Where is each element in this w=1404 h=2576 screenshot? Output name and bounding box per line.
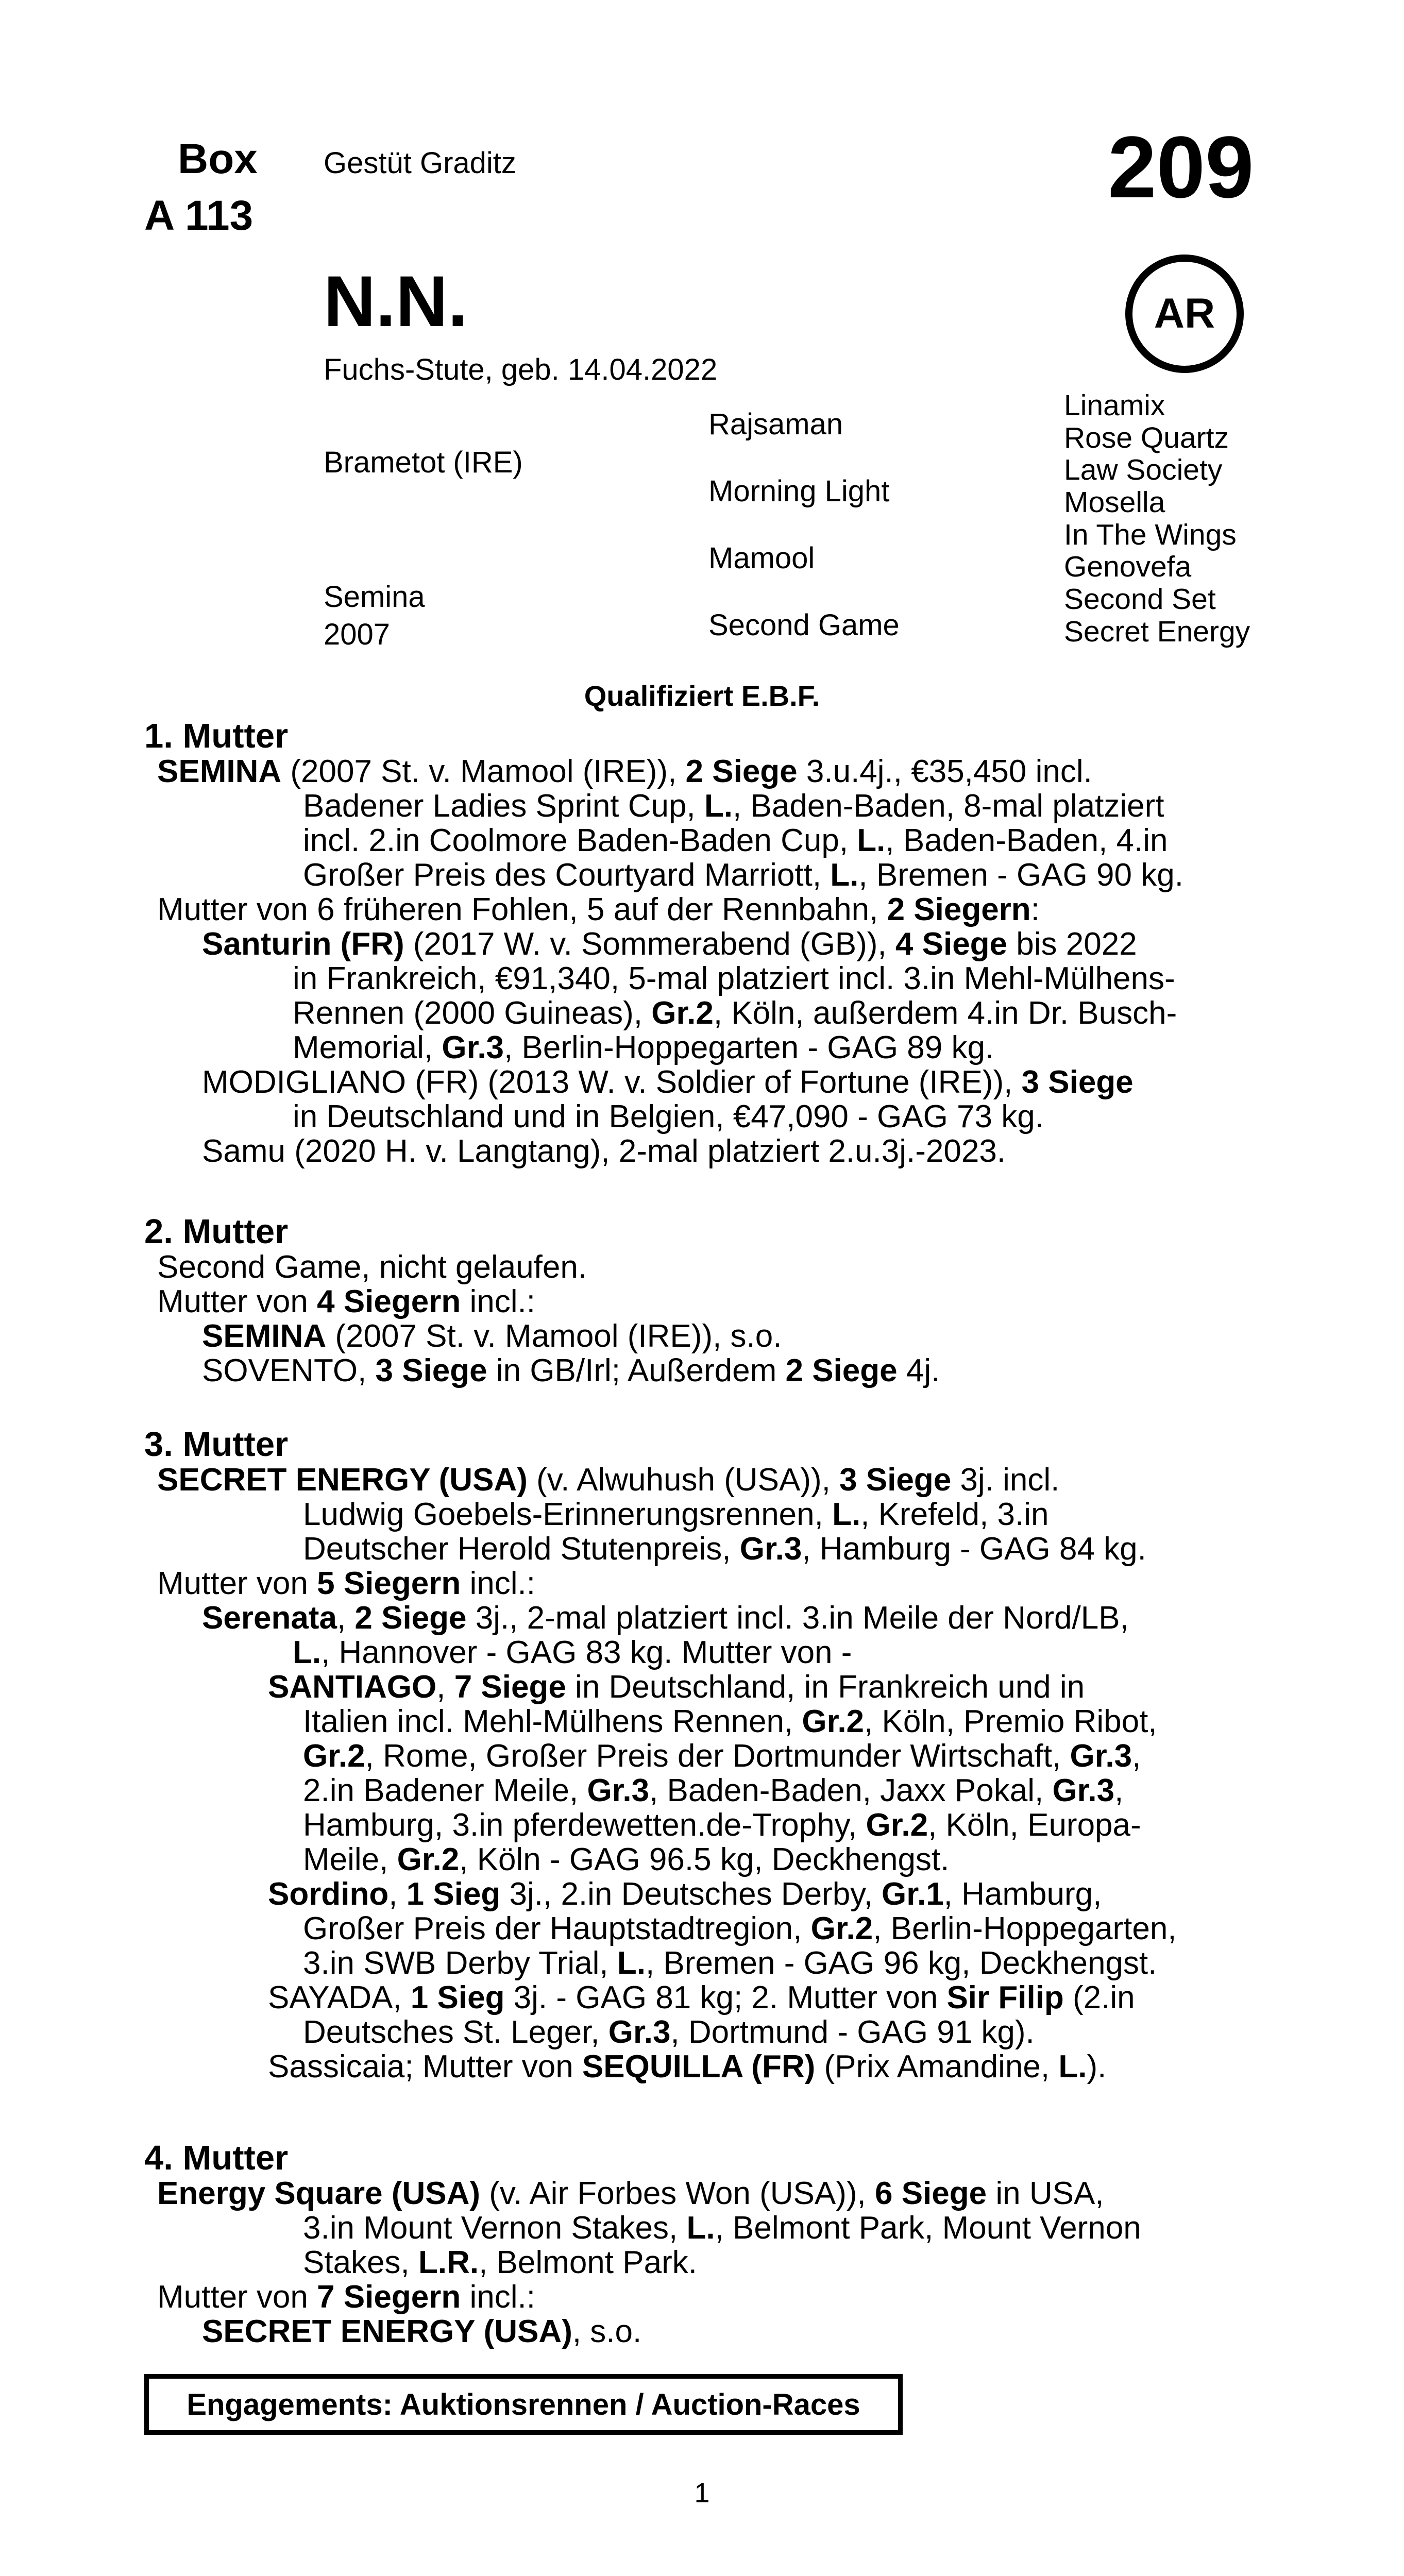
text: Badener Ladies Sprint Cup, — [303, 788, 704, 824]
text: Mutter von 6 früheren Fohlen, 5 auf der Rennbahn, — [157, 892, 887, 927]
text-line — [303, 1946, 1157, 1980]
text-line — [303, 2211, 1141, 2245]
text: incl.: — [461, 1566, 535, 1601]
breeder: Gestüt Graditz — [324, 146, 516, 180]
text-line — [157, 2177, 1104, 2210]
text-line — [202, 927, 1137, 961]
text: 4j. — [897, 1353, 940, 1388]
text: Deutscher Herold Stutenpreis, — [303, 1531, 740, 1567]
pedigree-sire: Brametot (IRE) — [324, 446, 523, 479]
bold-text: Gr.1 — [882, 1876, 944, 1912]
text: (2.in — [1063, 1980, 1135, 2015]
text-line — [202, 1354, 940, 1387]
bold-text: 2 Siegern — [887, 892, 1031, 927]
text: incl.: — [461, 1284, 535, 1319]
bold-text: 2 Siege — [785, 1353, 898, 1388]
text: , — [436, 1669, 454, 1705]
bold-text: 2 Siege — [354, 1600, 467, 1636]
bold-text: 5 Siegern — [317, 1566, 461, 1601]
text-line — [157, 755, 1092, 788]
text-line — [303, 1532, 1146, 1566]
horse-details: Fuchs-Stute, geb. 14.04.2022 — [324, 353, 718, 386]
text: , Köln, Europa- — [928, 1807, 1141, 1843]
text: in GB/Irl; Außerdem — [487, 1353, 786, 1388]
text: , — [1114, 1773, 1124, 1808]
bold-text: Gr.2 — [866, 1807, 928, 1843]
text: in USA, — [987, 2176, 1104, 2211]
text-line — [293, 1031, 994, 1064]
pedigree-great-grandparent: Second Set — [1064, 583, 1216, 616]
text: Deutsches St. Leger, — [303, 2014, 608, 2050]
horse-name: N.N. — [324, 261, 468, 342]
text: Hamburg, 3.in pferdewetten.de-Trophy, — [303, 1807, 866, 1843]
bold-text: SEQUILLA (FR) — [582, 2049, 816, 2084]
text: , Baden-Baden, 4.in — [885, 823, 1168, 858]
bold-text: Gr.2 — [810, 1911, 873, 1946]
bold-text: Gr.2 — [397, 1842, 460, 1877]
text-line — [202, 1319, 782, 1353]
text: 2.in Badener Meile, — [303, 1773, 587, 1808]
text: , Bremen - GAG 90 kg. — [858, 857, 1183, 893]
text: , Hannover - GAG 83 kg. Mutter von - — [321, 1635, 852, 1670]
bold-text: 6 Siege — [874, 2176, 987, 2211]
bold-text: Gr.2 — [802, 1704, 865, 1739]
text: ). — [1087, 2049, 1107, 2084]
bold-text: L. — [704, 788, 733, 824]
engagements-label: Engagements: Auktionsrennen / Auction-Races — [187, 2387, 860, 2421]
text: Memorial, — [293, 1030, 442, 1065]
bold-text: Gr.3 — [608, 2014, 671, 2050]
lot-number: 209 — [1108, 118, 1254, 216]
text: 3j. incl. — [951, 1462, 1060, 1498]
text-line — [303, 824, 1168, 857]
bold-text: L.R. — [418, 2245, 479, 2280]
text: 3j., 2-mal platziert incl. 3.in Meile der Nord/LB, — [466, 1600, 1129, 1636]
text-line — [157, 1250, 587, 1284]
text: , Köln, außerdem 4.in Dr. Busch- — [713, 995, 1177, 1031]
text: Großer Preis des Courtyard Marriott, — [303, 857, 831, 893]
bold-text: 3 Siege — [839, 1462, 952, 1498]
bold-text: 7 Siegern — [317, 2279, 461, 2315]
pedigree-grandparent: Second Game — [708, 608, 900, 642]
bold-text: Gr.2 — [651, 995, 714, 1031]
text: (v. Alwuhush (USA)), — [527, 1462, 840, 1498]
text-line — [303, 1808, 1141, 1842]
bold-text: L. — [1058, 2049, 1087, 2084]
text-line — [268, 2050, 1106, 2083]
text: , Hamburg - GAG 84 kg. — [802, 1531, 1146, 1567]
bold-text: L. — [617, 1945, 646, 1981]
text: 3j., 2.in Deutsches Derby, — [500, 1876, 882, 1912]
text-line — [157, 1567, 535, 1600]
text: Sassicaia; Mutter von — [268, 2049, 582, 2084]
text: Ludwig Goebels-Erinnerungsrennen, — [303, 1497, 833, 1532]
bold-text: SEMINA — [157, 754, 282, 789]
box-number: A 113 — [144, 192, 253, 239]
text-line — [268, 1981, 1135, 2014]
bold-text: 3 Siege — [1021, 1064, 1134, 1100]
bold-text: SECRET ENERGY (USA) — [157, 1462, 528, 1498]
text-line — [157, 893, 1040, 926]
text: 3j. - GAG 81 kg; 2. Mutter von — [504, 1980, 947, 2015]
text: Mutter von — [157, 2279, 317, 2315]
text: , Baden-Baden, 8-mal platziert — [733, 788, 1164, 824]
bold-text: Serenata — [202, 1600, 337, 1636]
pedigree-great-grandparent: Secret Energy — [1064, 615, 1250, 648]
text-line — [303, 1774, 1123, 1807]
text: in Frankreich, €91,340, 5-mal platziert incl. 3.in Mehl-Mülhens- — [293, 961, 1175, 996]
text: 3.in Mount Vernon Stakes, — [303, 2210, 687, 2246]
text: , Baden-Baden, Jaxx Pokal, — [649, 1773, 1053, 1808]
text-line — [303, 789, 1164, 823]
bold-text: Gr.3 — [587, 1773, 650, 1808]
text: , Belmont Park, Mount Vernon — [715, 2210, 1141, 2246]
text: Großer Preis der Hauptstadtregion, — [303, 1911, 811, 1946]
text: Second Game, nicht gelaufen. — [157, 1249, 587, 1285]
bold-text: Gr.3 — [1052, 1773, 1115, 1808]
text-line — [293, 962, 1175, 995]
pedigree-grandparent: Morning Light — [708, 474, 890, 508]
text-line — [268, 1877, 1102, 1911]
text: (2007 St. v. Mamool (IRE)), — [281, 754, 686, 789]
text: in Deutschland und in Belgien, €47,090 - GAG 73 kg. — [293, 1099, 1044, 1134]
text-line — [157, 1463, 1059, 1497]
bold-text: Gr.2 — [303, 1738, 365, 1774]
text: Mutter von — [157, 1566, 317, 1601]
bold-text: L. — [832, 1497, 861, 1532]
text-line — [157, 2280, 535, 2314]
bold-text: SECRET ENERGY (USA) — [202, 2314, 572, 2349]
section-heading: 3. Mutter — [144, 1425, 289, 1464]
bold-text: 3 Siege — [375, 1353, 487, 1388]
text-line — [303, 858, 1183, 892]
bold-text: L. — [686, 2210, 715, 2246]
text: , Köln - GAG 96.5 kg, Deckhengst. — [459, 1842, 950, 1877]
text-line — [303, 1912, 1177, 1945]
text: Rennen (2000 Guineas), — [293, 995, 652, 1031]
pedigree-great-grandparent: In The Wings — [1064, 518, 1237, 551]
pedigree-grandparent: Mamool — [708, 541, 815, 575]
bold-text: L. — [293, 1635, 322, 1670]
bold-text: 4 Siege — [895, 926, 1008, 962]
box-label: Box — [178, 135, 258, 182]
text: (v. Air Forbes Won (USA)), — [480, 2176, 875, 2211]
text-line — [293, 996, 1177, 1030]
pedigree-great-grandparent: Linamix — [1064, 389, 1165, 422]
text: , Hamburg, — [943, 1876, 1102, 1912]
bold-text: SANTIAGO — [268, 1669, 437, 1705]
text-line — [202, 1065, 1134, 1099]
text-line — [303, 1705, 1157, 1738]
text: Samu (2020 H. v. Langtang), 2-mal platziert 2.u.3j.-2023. — [202, 1133, 1006, 1169]
bold-text: Sir Filip — [946, 1980, 1064, 2015]
text: 3.u.4j., €35,450 incl. — [797, 754, 1092, 789]
text-line — [303, 1498, 1049, 1531]
text: , s.o. — [572, 2314, 642, 2349]
text: MODIGLIANO (FR) (2013 W. v. Soldier of Fortune (IRE)), — [202, 1064, 1022, 1100]
page-number: 1 — [694, 2478, 710, 2509]
engagements-box — [144, 2374, 903, 2435]
text-line — [303, 1739, 1141, 1773]
pedigree-grandparent: Rajsaman — [708, 408, 843, 441]
bold-text: 1 Sieg — [410, 1980, 505, 2015]
bold-text: 4 Siegern — [317, 1284, 461, 1319]
text: , Rome, Großer Preis der Dortmunder Wirtschaft, — [365, 1738, 1070, 1774]
text-line — [293, 1100, 1044, 1133]
text: Italien incl. Mehl-Mülhens Rennen, — [303, 1704, 802, 1739]
text-line — [202, 1601, 1129, 1635]
text: , — [388, 1876, 407, 1912]
text: incl.: — [461, 2279, 535, 2315]
text: Stakes, — [303, 2245, 418, 2280]
text: (2017 W. v. Sommerabend (GB)), — [404, 926, 895, 962]
bold-text: 7 Siege — [454, 1669, 566, 1705]
text: SAYADA, — [268, 1980, 411, 2015]
text: , Krefeld, 3.in — [860, 1497, 1049, 1532]
text-line — [202, 1134, 1006, 1168]
pedigree-dam-year: 2007 — [324, 618, 391, 651]
bold-text: L. — [857, 823, 886, 858]
text: SOVENTO, — [202, 1353, 376, 1388]
text: , Belmont Park. — [479, 2245, 697, 2280]
section-heading: 4. Mutter — [144, 2139, 289, 2177]
bold-text: Sordino — [268, 1876, 389, 1912]
bold-text: Gr.3 — [1070, 1738, 1132, 1774]
text: , Köln, Premio Ribot, — [864, 1704, 1157, 1739]
text: , Berlin-Hoppegarten, — [873, 1911, 1177, 1946]
bold-text: Gr.3 — [739, 1531, 802, 1567]
text: (Prix Amandine, — [815, 2049, 1059, 2084]
text: Mutter von — [157, 1284, 317, 1319]
bold-text: 1 Sieg — [406, 1876, 501, 1912]
text-line — [303, 2246, 697, 2279]
bold-text: Energy Square (USA) — [157, 2176, 481, 2211]
bold-text: Santurin (FR) — [202, 926, 404, 962]
pedigree-great-grandparent: Genovefa — [1064, 550, 1192, 584]
text: , — [1132, 1738, 1141, 1774]
text: , Bremen - GAG 96 kg, Deckhengst. — [645, 1945, 1157, 1981]
text-line — [268, 1670, 1085, 1704]
text: , Dortmund - GAG 91 kg). — [670, 2014, 1035, 2050]
bold-text: L. — [830, 857, 859, 893]
text: Meile, — [303, 1842, 397, 1877]
pedigree-great-grandparent: Mosella — [1064, 486, 1165, 519]
text: , Berlin-Hoppegarten - GAG 89 kg. — [504, 1030, 994, 1065]
pedigree-great-grandparent: Rose Quartz — [1064, 421, 1229, 454]
text: (2007 St. v. Mamool (IRE)), s.o. — [326, 1318, 782, 1354]
text: : — [1030, 892, 1040, 927]
text: , — [336, 1600, 355, 1636]
text-line — [303, 2015, 1035, 2049]
bold-text: SEMINA — [202, 1318, 327, 1354]
bold-text: Gr.3 — [442, 1030, 504, 1065]
section-heading: 2. Mutter — [144, 1212, 289, 1251]
pedigree-great-grandparent: Law Society — [1064, 453, 1223, 487]
text-line — [303, 1843, 949, 1876]
text: bis 2022 — [1007, 926, 1137, 962]
text-line — [202, 2315, 641, 2348]
text: in Deutschland, in Frankreich und in — [566, 1669, 1085, 1705]
pedigree-dam: Semina — [324, 580, 425, 614]
section-heading: 1. Mutter — [144, 717, 289, 755]
text-line — [157, 1285, 535, 1318]
text-line — [293, 1636, 852, 1669]
qualification: Qualifiziert E.B.F. — [584, 680, 820, 712]
text: 3.in SWB Derby Trial, — [303, 1945, 617, 1981]
text: incl. 2.in Coolmore Baden-Baden Cup, — [303, 823, 857, 858]
bold-text: 2 Siege — [685, 754, 798, 789]
ar-badge: AR — [1125, 255, 1244, 373]
